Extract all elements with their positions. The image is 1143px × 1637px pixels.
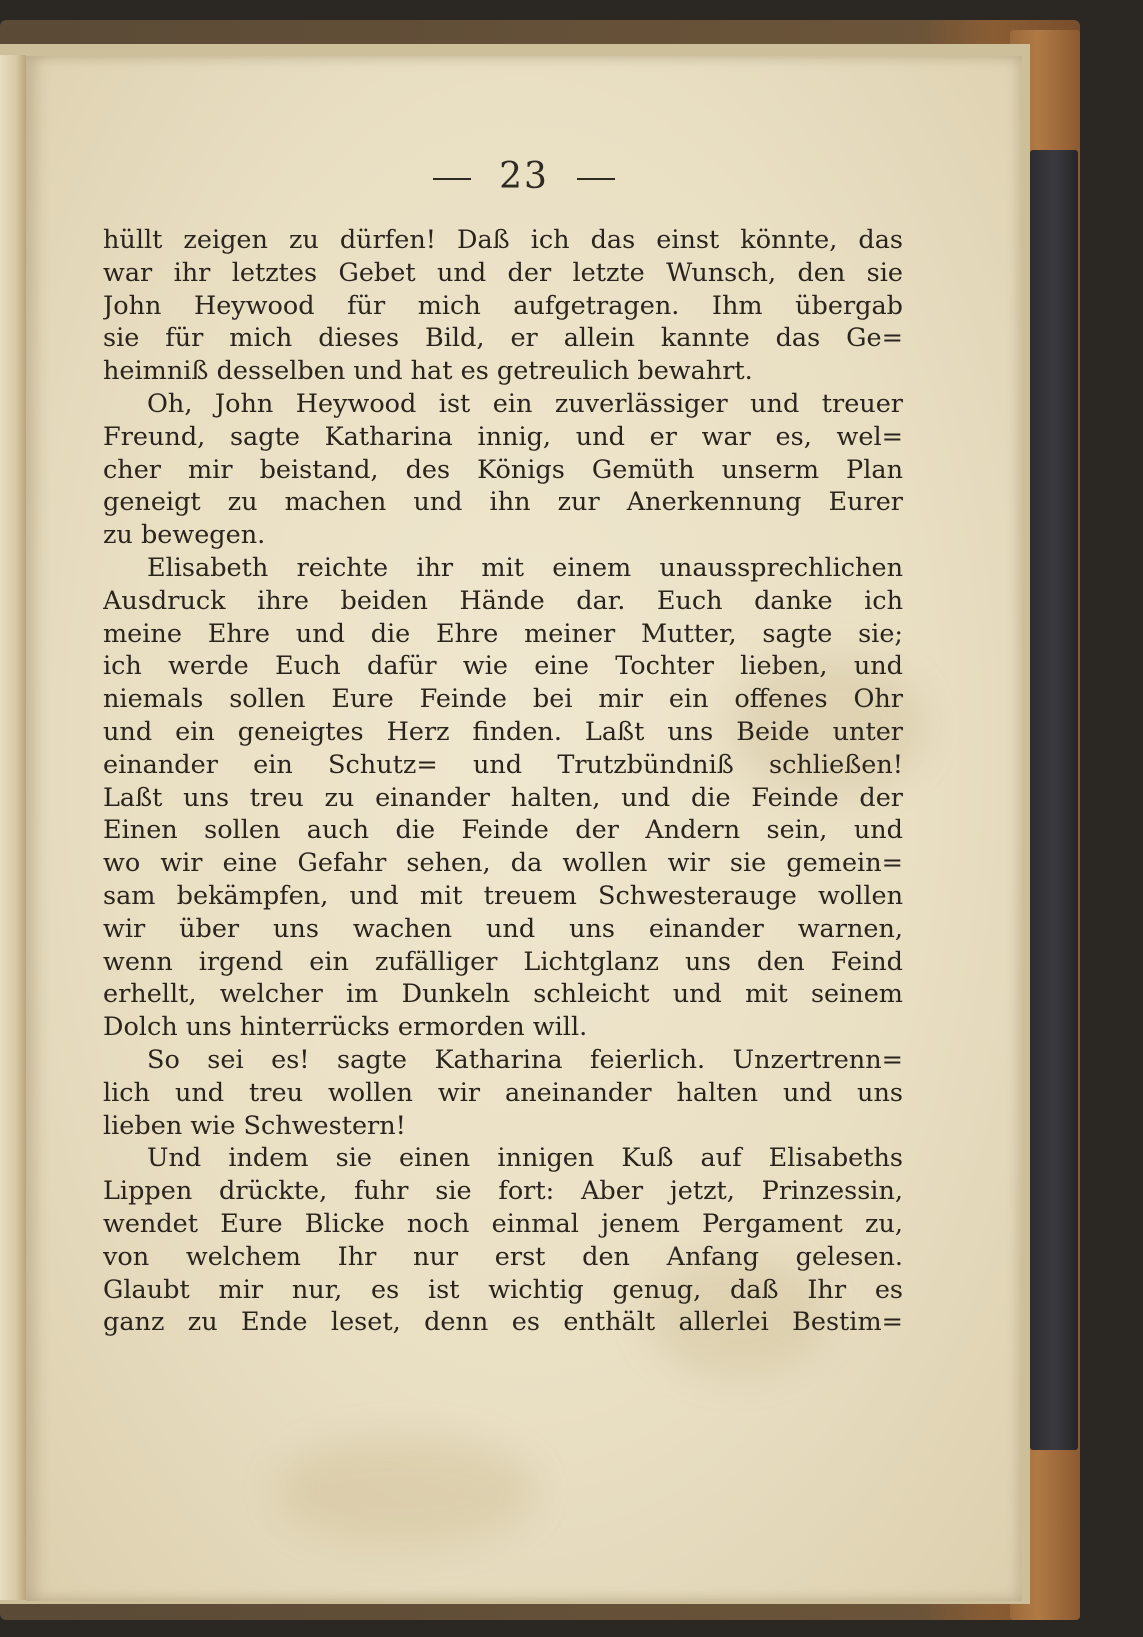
text-line: heimniß desselben und hat es getreulich bewahrt. xyxy=(103,356,753,387)
text-line: Laßt uns treu zu einander halten, und die Feinde der xyxy=(103,782,903,813)
text-line: Oh, John Heywood ist ein zuverlässiger und treuer xyxy=(147,388,903,419)
text-line: wir über uns wachen und uns einander warnen, xyxy=(103,913,903,944)
text-line: niemals sollen Eure Feinde bei mir ein offenes Ohr xyxy=(103,684,903,715)
text-line: ich werde Euch dafür wie eine Tochter lieben, und xyxy=(103,651,903,682)
text-line: sie für mich dieses Bild, er allein kannte das Ge= xyxy=(103,323,903,354)
text-line: war ihr letztes Gebet und der letzte Wunsch, den sie xyxy=(103,257,903,288)
text-line: Freund, sagte Katharina innig, und er war es, wel= xyxy=(103,421,903,452)
book-page xyxy=(26,56,1022,1601)
text-line: wendet Eure Blicke noch einmal jenem Pergament zu, xyxy=(103,1208,903,1239)
header-dash-right xyxy=(577,178,615,180)
text-line: Ausdruck ihre beiden Hände dar. Euch danke ich xyxy=(103,585,903,616)
text-line: Glaubt mir nur, es ist wichtig genug, daß Ihr es xyxy=(103,1274,903,1305)
text-line: lich und treu wollen wir aneinander halten und uns xyxy=(103,1077,903,1108)
text-line: ganz zu Ende leset, denn es enthält allerlei Bestim= xyxy=(103,1307,903,1338)
text-line: wenn irgend ein zufälliger Lichtglanz uns den Feind xyxy=(103,946,903,977)
text-line: Lippen drückte, fuhr sie fort: Aber jetzt, Prinzessin, xyxy=(103,1176,903,1207)
text-line: Einen sollen auch die Feinde der Andern sein, und xyxy=(103,815,903,846)
body-text xyxy=(103,224,903,1339)
text-line: Und indem sie einen innigen Kuß auf Elisabeths xyxy=(147,1143,903,1174)
text-line: zu bewegen. xyxy=(103,520,266,551)
header-dash-left xyxy=(433,178,471,180)
spine-band xyxy=(1030,150,1078,1450)
text-line: meine Ehre und die Ehre meiner Mutter, sagte sie; xyxy=(103,618,903,649)
page-header xyxy=(26,156,1022,197)
text-line: hüllt zeigen zu dürfen! Daß ich das einst könnte, das xyxy=(103,225,903,255)
text-line: cher mir beistand, des Königs Gemüth unserm Plan xyxy=(103,454,903,485)
text-line: und ein geneigtes Herz finden. Laßt uns Beide unter xyxy=(103,716,903,747)
text-line: Dolch uns hinterrücks ermorden will. xyxy=(103,1012,588,1043)
text-line: erhellt, welcher im Dunkeln schleicht und mit seinem xyxy=(103,979,903,1010)
text-line: sam bekämpfen, und mit treuem Schwesterauge wollen xyxy=(103,880,903,911)
page-stain xyxy=(276,1436,536,1546)
text-line: lieben wie Schwestern! xyxy=(103,1110,406,1141)
page-number: 23 xyxy=(499,156,549,197)
text-line: geneigt zu machen und ihn zur Anerkennung Eurer xyxy=(103,487,903,518)
text-line: von welchem Ihr nur erst den Anfang gelesen. xyxy=(103,1241,903,1272)
text-line: einander ein Schutz= und Trutzbündniß schließen! xyxy=(103,749,903,780)
text-line: John Heywood für mich aufgetragen. Ihm übergab xyxy=(103,290,903,321)
text-line: Elisabeth reichte ihr mit einem unaussprechlichen xyxy=(147,552,903,583)
facing-page-edge xyxy=(0,55,26,1600)
text-line: wo wir eine Gefahr sehen, da wollen wir sie gemein= xyxy=(103,848,903,879)
text-line: So sei es! sagte Katharina feierlich. Unzertrenn= xyxy=(147,1044,903,1075)
